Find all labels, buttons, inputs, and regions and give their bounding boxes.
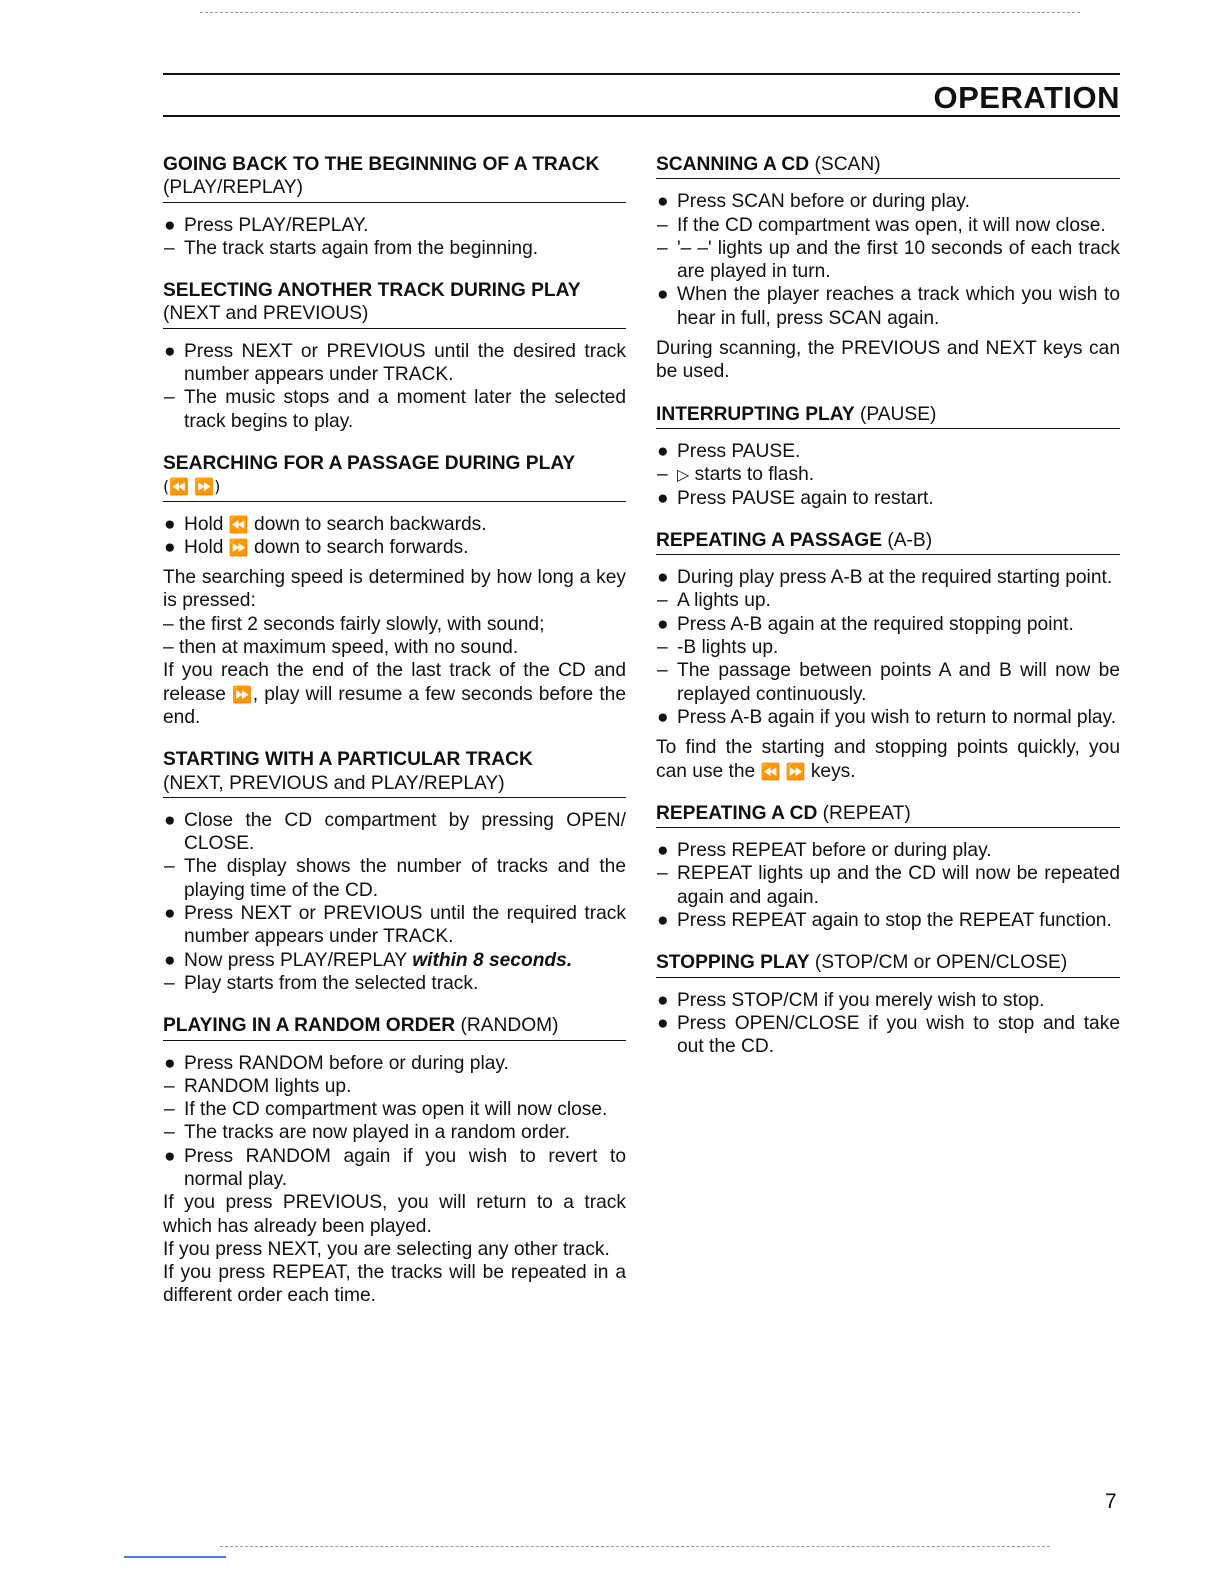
- section-heading: [656, 529, 1120, 555]
- section-title: SELECTING ANOTHER TRACK DURING PLAY: [163, 280, 581, 302]
- bullet-marker: ●: [164, 949, 176, 971]
- page-number: 7: [1105, 1490, 1117, 1513]
- dash-marker: –: [657, 863, 668, 885]
- section-subtitle: (NEXT and PREVIOUS): [163, 303, 369, 325]
- list-item: ● Press REPEAT before or during play.: [657, 840, 992, 862]
- bullet-marker: ●: [657, 613, 669, 635]
- bullet-marker: ●: [164, 809, 176, 831]
- bullet-marker: ●: [657, 910, 669, 932]
- list-item: ● Now press PLAY/REPLAY within 8 seconds.: [164, 949, 573, 971]
- dash-marker: –: [164, 1122, 175, 1144]
- section-heading: [163, 1014, 626, 1040]
- list-item: ● Press A-B again if you wish to return to normal play.: [657, 706, 1117, 728]
- bullet-marker: ●: [657, 989, 669, 1011]
- paragraph: If you reach the end of the last track of the CD and release ⏩, play will resume a few seconds before the end.: [163, 660, 626, 728]
- bullet-marker: ●: [657, 840, 669, 862]
- dash-marker: –: [164, 1099, 175, 1121]
- dash-marker: –: [657, 237, 668, 259]
- section-heading: [656, 403, 1120, 429]
- section-title: REPEATING A PASSAGE: [656, 529, 883, 551]
- dash-marker: –: [657, 214, 668, 236]
- bullet-marker: ●: [164, 536, 176, 558]
- paragraph: If you press NEXT, you are selecting any other track.: [163, 1238, 610, 1260]
- bullet-marker: ●: [164, 1052, 176, 1074]
- list-item: – The music stops and a moment later the selected track begins to play.: [164, 387, 626, 432]
- bullet-marker: ●: [164, 340, 176, 362]
- list-item: – RANDOM lights up.: [164, 1075, 352, 1097]
- dash-marker: –: [657, 590, 668, 612]
- section-title: SCANNING A CD: [656, 154, 810, 175]
- dash-marker: –: [657, 464, 668, 486]
- section-title: PLAYING IN A RANDOM ORDER: [163, 1015, 456, 1037]
- list-item: – The passage between points A and B will now be replayed continuously.: [657, 660, 1120, 705]
- list-item: ● When the player reaches a track which you wish to hear in full, press SCAN again.: [657, 284, 1120, 329]
- bullet-marker: ●: [164, 214, 176, 236]
- section-subtitle: (PLAY/REPLAY): [163, 177, 304, 199]
- fast-forward-icon: ⏩: [228, 537, 249, 557]
- list-item: ● Press RANDOM again if you wish to revert to normal play.: [164, 1145, 626, 1190]
- list-item: ● Press NEXT or PREVIOUS until the desired track number appears under TRACK.: [164, 340, 626, 386]
- section-stopping: [656, 951, 1120, 1058]
- paragraph: During scanning, the PREVIOUS and NEXT keys can be used.: [656, 338, 1120, 383]
- section-heading: [163, 748, 626, 798]
- section-particular-track: [163, 748, 626, 995]
- section-title: STARTING WITH A PARTICULAR TRACK: [163, 749, 533, 771]
- rewind-icon: ⏪: [228, 514, 249, 534]
- section-scanning: [656, 153, 1120, 384]
- bullet-marker: ●: [164, 903, 176, 925]
- paragraph: If you press REPEAT, the tracks will be repeated in a different order each time.: [163, 1262, 626, 1307]
- list-item: ● Close the CD compartment by pressing OPEN/ CLOSE.: [164, 809, 626, 855]
- section-another-track: [163, 279, 626, 433]
- list-item: ● Press PAUSE again to restart.: [657, 487, 934, 509]
- paragraph-line: – then at maximum speed, with no sound.: [163, 637, 519, 659]
- scan-artifact-bottom: [220, 1546, 1050, 1547]
- fast-forward-icon: ⏩: [232, 684, 253, 704]
- section-subtitle: (REPEAT): [822, 802, 911, 824]
- list-item: ● Press NEXT or PREVIOUS until the required track number appears under TRACK.: [164, 903, 626, 948]
- section-subtitle: (RANDOM): [460, 1015, 559, 1037]
- section-title: INTERRUPTING PLAY: [656, 403, 855, 425]
- section-subtitle: (STOP/CM or OPEN/CLOSE): [814, 952, 1068, 974]
- list-item: ● Press REPEAT again to stop the REPEAT function.: [657, 910, 1112, 932]
- list-item: – The tracks are now played in a random order.: [164, 1122, 571, 1144]
- section-repeat-passage: [656, 529, 1120, 783]
- section-subtitle: (SCAN): [814, 154, 881, 175]
- dash-marker: –: [657, 660, 668, 682]
- bullet-marker: ●: [657, 191, 669, 213]
- section-title: SEARCHING FOR A PASSAGE DURING PLAY: [163, 452, 576, 474]
- section-subtitle: [163, 475, 626, 498]
- scan-artifact-top: [200, 12, 1080, 13]
- section-heading: [656, 802, 1120, 828]
- bullet-marker: ●: [657, 1012, 669, 1034]
- list-item: – ▷ starts to flash.: [657, 464, 815, 486]
- bullet-marker: ●: [657, 284, 669, 306]
- list-item: – REPEAT lights up and the CD will now be repeated again and again.: [657, 863, 1120, 908]
- dash-marker: –: [657, 637, 668, 659]
- list-item: – If the CD compartment was open, it will now close.: [657, 214, 1106, 236]
- list-item: ● Hold ⏪ down to search backwards.: [164, 513, 487, 535]
- page-title: OPERATION: [933, 80, 1120, 115]
- list-item: – '– –' lights up and the first 10 seconds of each track are played in turn.: [657, 237, 1120, 283]
- section-title: REPEATING A CD: [656, 802, 818, 824]
- paragraph: The searching speed is determined by how long a key is pressed:: [163, 567, 626, 612]
- bullet-marker: ●: [657, 440, 669, 462]
- list-item: ● Press A-B again at the required stopping point.: [657, 613, 1074, 635]
- left-column: [163, 153, 626, 1327]
- paragraph: If you press PREVIOUS, you will return to a track which has already been played.: [163, 1192, 626, 1237]
- list-item: ● Hold ⏩ down to search forwards.: [164, 536, 469, 558]
- emphasis-text: within 8 seconds.: [412, 949, 573, 971]
- section-heading: [163, 153, 626, 203]
- header-rule-bottom: [163, 115, 1120, 117]
- right-column: [656, 153, 1120, 1078]
- list-item: ● Press RANDOM before or during play.: [164, 1052, 509, 1074]
- section-subtitle: (PAUSE): [860, 403, 937, 425]
- header-rule-top: [163, 73, 1120, 75]
- search-symbols-icon: (⏪ ⏩): [163, 477, 221, 497]
- list-item: ● Press OPEN/CLOSE if you wish to stop and take out the CD.: [657, 1012, 1120, 1058]
- play-icon: ▷: [677, 465, 690, 485]
- section-going-back: [163, 153, 626, 260]
- bullet-marker: ●: [657, 567, 669, 589]
- section-subtitle: (NEXT, PREVIOUS and PLAY/REPLAY): [163, 772, 505, 794]
- section-repeat-cd: [656, 802, 1120, 932]
- dash-marker: –: [164, 1075, 175, 1097]
- list-item: ● Press SCAN before or during play.: [657, 191, 970, 213]
- section-search-passage: [163, 452, 626, 729]
- paragraph-line: – the first 2 seconds fairly slowly, with sound;: [163, 613, 545, 635]
- bullet-marker: ●: [657, 487, 669, 509]
- scan-artifact-corner: [124, 1556, 226, 1558]
- bullet-marker: ●: [164, 1145, 176, 1167]
- dash-marker: –: [164, 856, 175, 878]
- bullet-marker: ●: [164, 513, 176, 535]
- bullet-marker: ●: [657, 706, 669, 728]
- dash-marker: –: [164, 237, 175, 259]
- list-item: ● Press PAUSE.: [657, 440, 801, 462]
- paragraph: To find the starting and stopping points quickly, you can use the ⏪ ⏩ keys.: [656, 737, 1120, 782]
- section-subtitle: (A-B): [887, 529, 933, 551]
- list-item: – A lights up.: [657, 590, 771, 612]
- list-item: – If the CD compartment was open it will now close.: [164, 1099, 608, 1121]
- dash-marker: –: [164, 972, 175, 994]
- section-heading: [656, 153, 1120, 179]
- section-random-order: [163, 1014, 626, 1308]
- section-title: GOING BACK TO THE BEGINNING OF A TRACK: [163, 154, 600, 175]
- list-item: ● Press PLAY/REPLAY.: [164, 214, 369, 236]
- section-heading: [163, 279, 626, 329]
- section-title: STOPPING PLAY: [656, 952, 810, 974]
- list-item: – The display shows the number of tracks and the playing time of the CD.: [164, 856, 626, 901]
- section-heading: [163, 452, 626, 502]
- search-keys-icon: ⏪ ⏩: [760, 761, 806, 781]
- list-item: – The track starts again from the beginning.: [164, 237, 539, 259]
- list-item: ● During play press A-B at the required starting point.: [657, 567, 1113, 589]
- section-pause: [656, 403, 1120, 510]
- list-item: – Play starts from the selected track.: [164, 972, 479, 994]
- list-item: – -B lights up.: [657, 637, 779, 659]
- dash-marker: –: [164, 387, 175, 409]
- list-item: ● Press STOP/CM if you merely wish to stop.: [657, 989, 1045, 1011]
- section-heading: [656, 951, 1120, 977]
